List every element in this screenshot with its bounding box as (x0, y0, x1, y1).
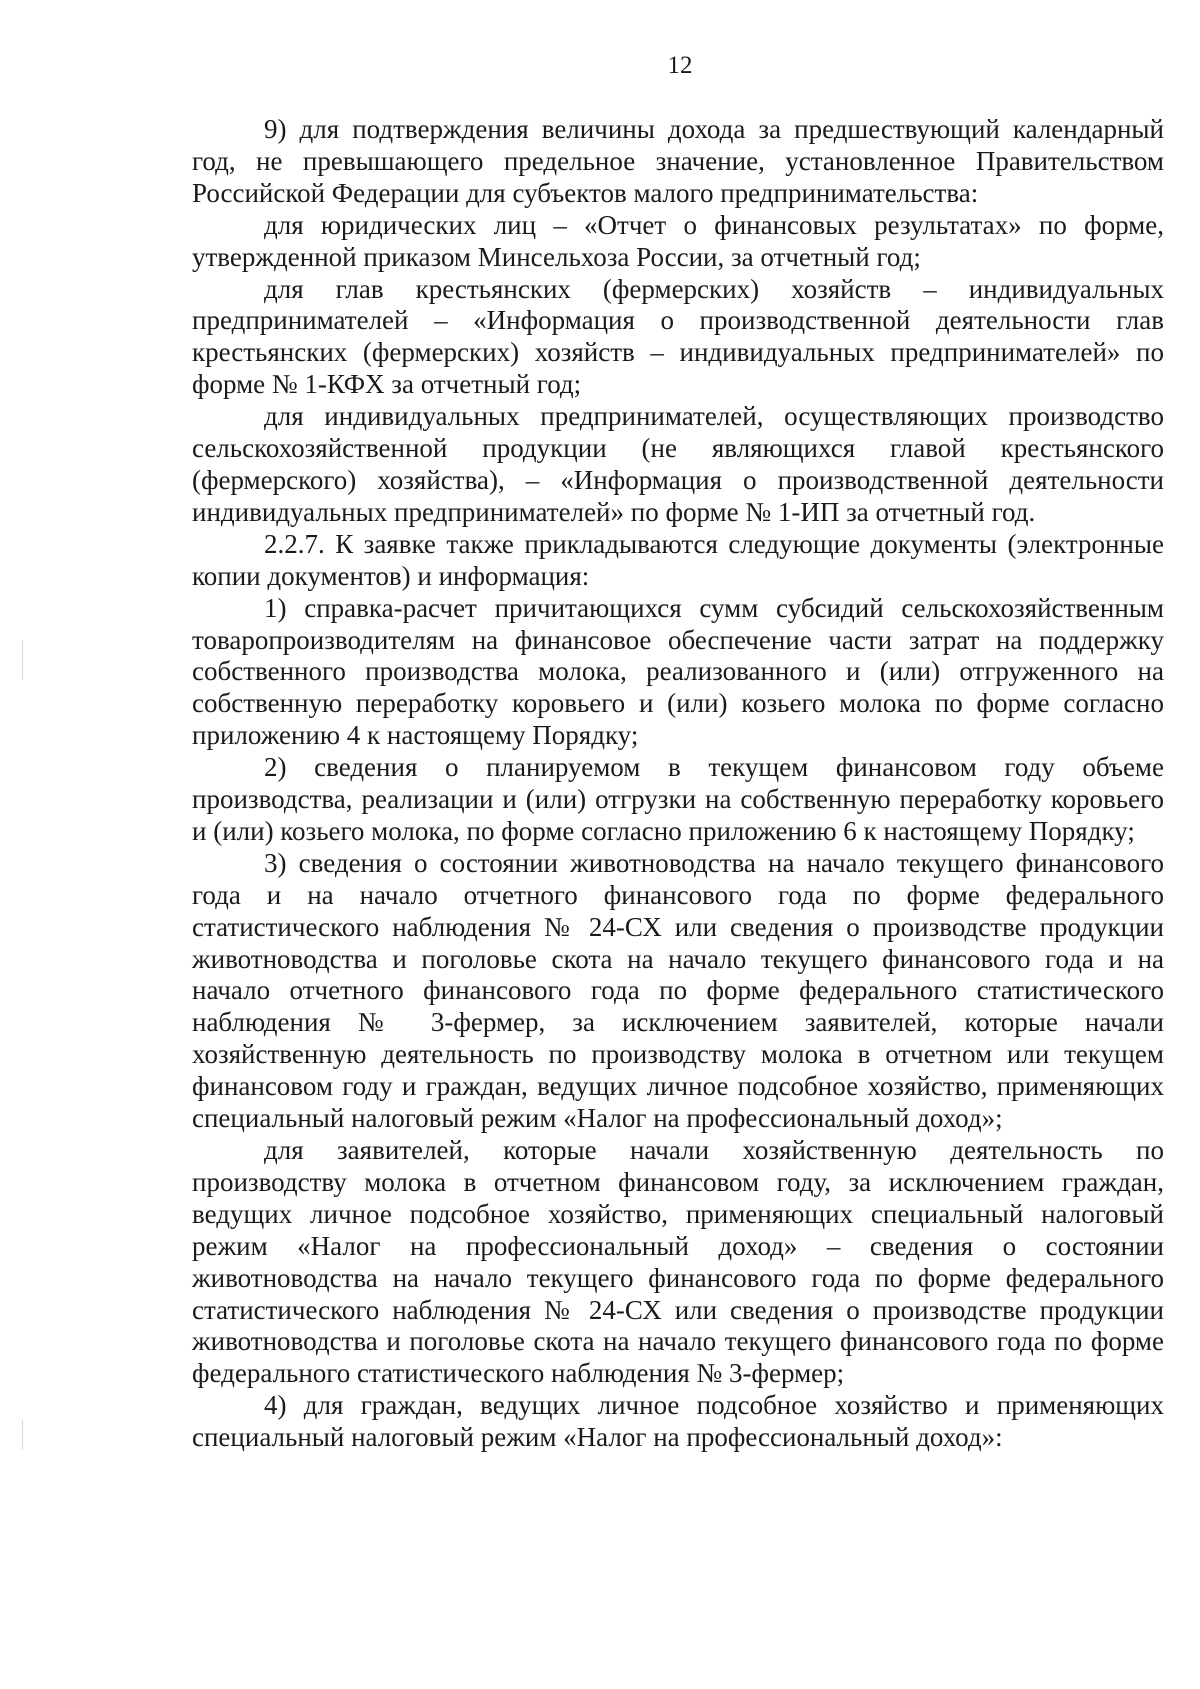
paragraph-item-3: 3) сведения о состоянии животноводства на начало текущего финансового года и на начало отчетного финансового года по форме федерального статистического наблюдения № 24-СХ или сведения о производстве продукции животноводства и поголовье скота на начало текущего финансового года и на начало отчетного финансового года по форме федерального статистического наблюдения № 3-фермер, за исключением заявителей, которые начали хозяйственную деятельность по производству молока в отчетном или текущем финансовом году и граждан, ведущих личное подсобное хозяйство, применяющих специальный налоговый режим «Налог на профессиональный доход»; (192, 847, 1164, 1134)
paragraph-new-applicants: для заявителей, которые начали хозяйственную деятельность по производству молока в отчетном финансовом году, за исключением граждан, ведущих личное подсобное хозяйство, применяющих специальный налоговый режим «Налог на профессиональный доход» – сведения о состоянии животноводства на начало текущего финансового года по форме федерального статистического наблюдения № 24-СХ или сведения о производстве продукции животноводства и поголовье скота на начало текущего финансового года по форме федерального статистического наблюдения № 3-фермер; (192, 1135, 1164, 1389)
paragraph-individual-entrepreneurs: для индивидуальных предпринимателей, осуществляющих производство сельскохозяйственной продукции (не являющихся главой крестьянского (фермерского) хозяйства), – «Информация о производственной деятельности индивидуальных предпринимателей» по форме № 1-ИП за отчетный год. (192, 401, 1164, 527)
paragraph-section-2-2-7: 2.2.7. К заявке также прикладываются следующие документы (электронные копии документов) и информация: (192, 528, 1164, 591)
paragraph-item-1: 1) справка-расчет причитающихся сумм субсидий сельскохозяйственным товаропроизводителям на финансовое обеспечение части затрат на поддержку собственного производства молока, реализованного и (или) отгруженного на собственную переработку коровьего и (или) козьего молока по форме согласно приложению 4 к настоящему Порядку; (192, 592, 1164, 751)
document-body (192, 114, 1164, 1454)
scan-edge-mark (22, 640, 23, 680)
paragraph-item-4: 4) для граждан, ведущих личное подсобное хозяйство и применяющих специальный налоговый режим «Налог на профессиональный доход»: (192, 1390, 1164, 1453)
scan-edge-mark (22, 1420, 23, 1450)
paragraph-item-2: 2) сведения о планируемом в текущем финансовом году объеме производства, реализации и (или) отгрузки на собственную переработку коровьего и (или) козьего молока, по форме согласно приложению 6 к настоящему Порядку; (192, 752, 1164, 846)
paragraph-item-9: 9) для подтверждения величины дохода за предшествующий календарный год, не превышающего предельное значение, установленное Правительством Российской Федерации для субъектов малого предпринимательства: (192, 114, 1164, 208)
paragraph-legal-entities: для юридических лиц – «Отчет о финансовых результатах» по форме, утвержденной приказом Минсельхоза России, за отчетный год; (192, 209, 1164, 272)
paragraph-farm-heads: для глав крестьянских (фермерских) хозяйств – индивидуальных предпринимателей – «Информация о производственной деятельности глав крестьянских (фермерских) хозяйств – индивидуальных предпринимателей» по форме № 1-КФХ за отчетный год; (192, 273, 1164, 400)
page-number: 12 (667, 52, 693, 79)
